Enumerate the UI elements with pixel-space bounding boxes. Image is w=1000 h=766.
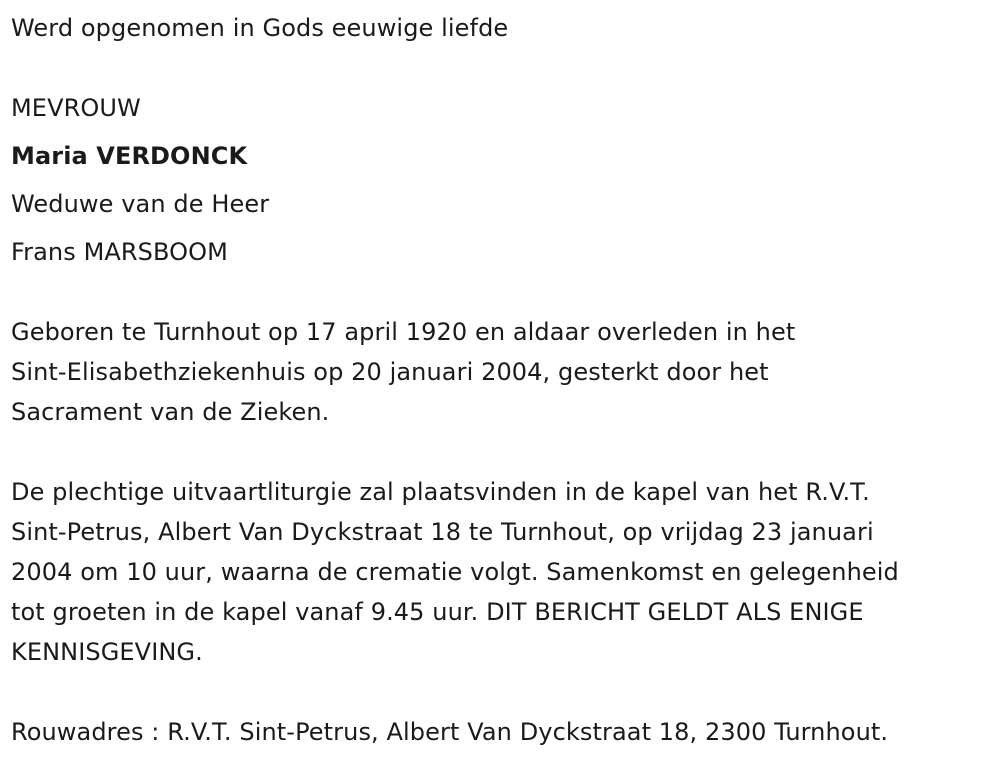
deceased-name: Maria VERDONCK xyxy=(11,142,248,170)
paragraph-line: De plechtige uitvaartliturgie zal plaatsvinden in de kapel van het R.V.T. xyxy=(11,478,870,506)
spacer xyxy=(11,432,991,472)
spacer xyxy=(11,48,991,88)
paragraph-line: Sint-Elisabethziekenhuis op 20 januari 2004, gesterkt door het xyxy=(11,358,769,386)
paragraph-line: Sacrament van de Zieken. xyxy=(11,398,330,426)
obituary-notice xyxy=(11,8,991,752)
opening-line: Werd opgenomen in Gods eeuwige liefde xyxy=(11,14,509,42)
spacer xyxy=(11,672,991,712)
paragraph-line: 2004 om 10 uur, waarna de crematie volgt. Samenkomst en gelegenheid xyxy=(11,558,899,586)
spouse-name: Frans MARSBOOM xyxy=(11,238,228,266)
spacer xyxy=(11,272,991,312)
title-line: MEVROUW xyxy=(11,94,141,122)
paragraph-line: tot groeten in de kapel vanaf 9.45 uur. DIT BERICHT GELDT ALS ENIGE xyxy=(11,598,864,626)
paragraph-line: Geboren te Turnhout op 17 april 1920 en aldaar overleden in het xyxy=(11,318,796,346)
mourning-address: Rouwadres : R.V.T. Sint-Petrus, Albert Van Dyckstraat 18, 2300 Turnhout. xyxy=(11,718,889,746)
paragraph-line: Sint-Petrus, Albert Van Dyckstraat 18 te Turnhout, op vrijdag 23 januari xyxy=(11,518,874,546)
relation-line: Weduwe van de Heer xyxy=(11,190,270,218)
paragraph-line: KENNISGEVING. xyxy=(11,638,203,666)
funeral-paragraph xyxy=(11,472,991,672)
birth-death-paragraph xyxy=(11,312,991,432)
